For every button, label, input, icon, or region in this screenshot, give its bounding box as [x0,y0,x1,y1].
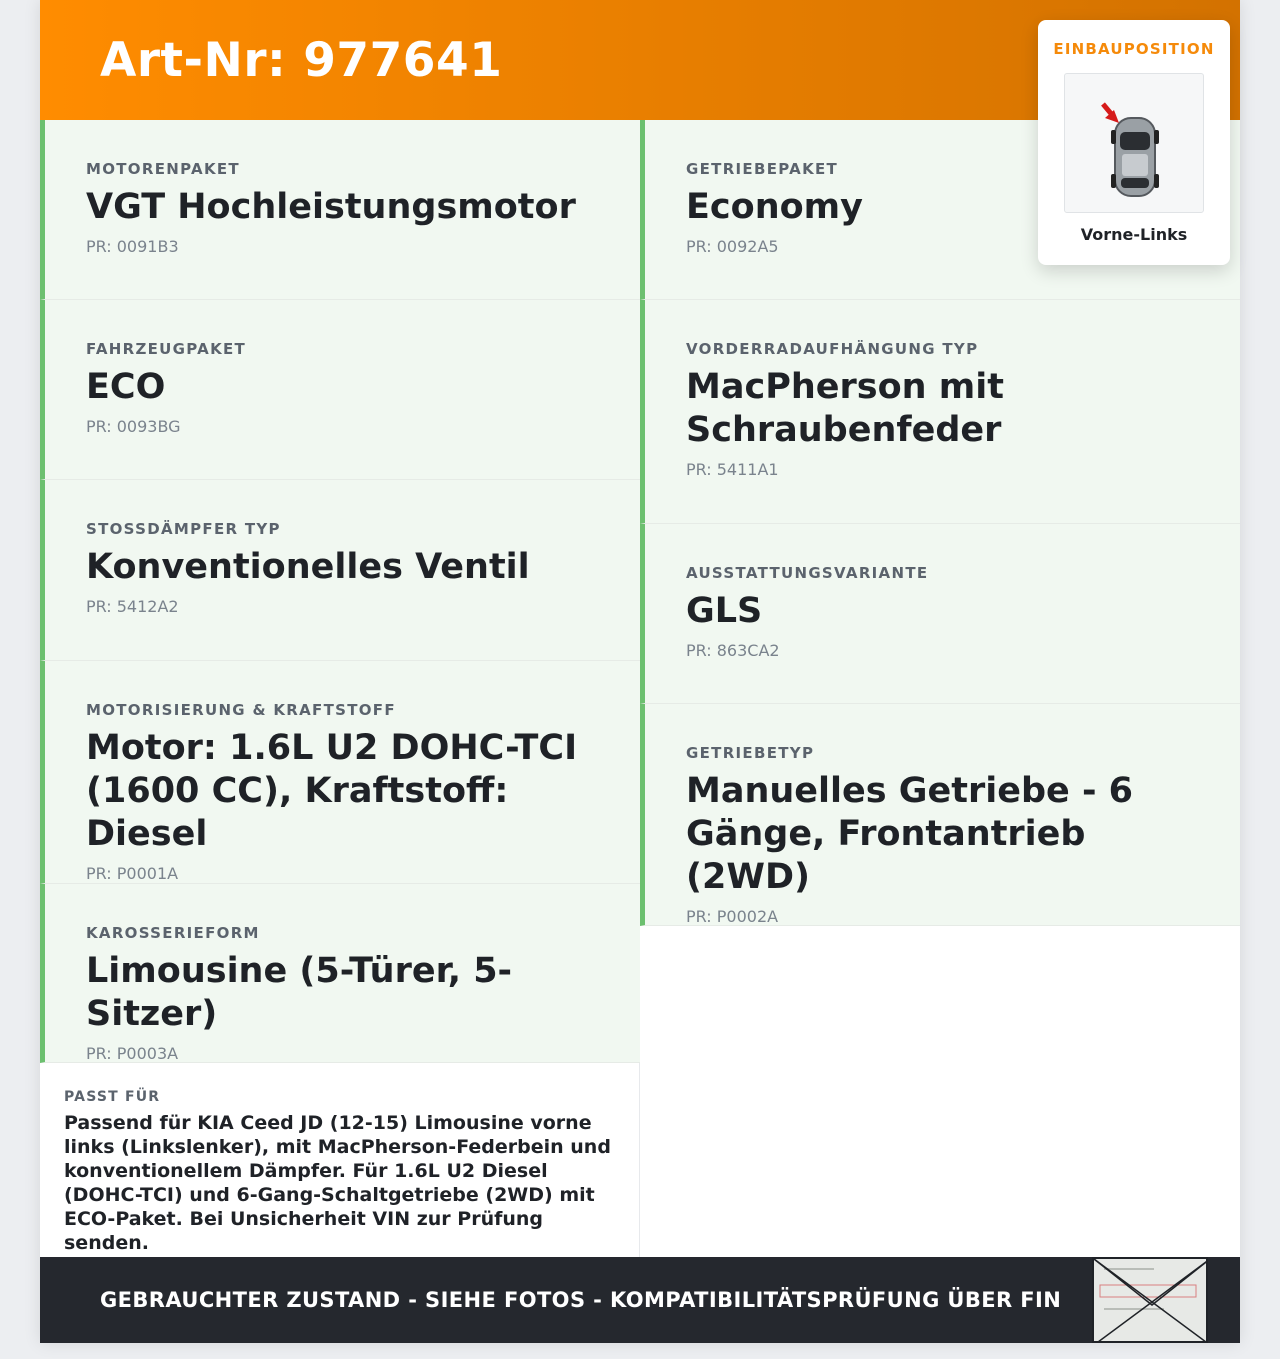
fits-section [40,1063,640,1257]
spec-value: Motor: 1.6L U2 DOHC-TCI (1600 CC), Kraftstoff: Diesel [86,728,578,854]
spec-value: VGT Hochleistungsmotor [86,187,576,227]
spec-label: MOTORISIERUNG & KRAFTSTOFF [86,701,396,719]
spec-pr-code: PR: 0093BG [86,417,181,436]
spec-value: Manuelles Getriebe - 6 Gänge, Frontantrieb (2WD) [686,771,1134,897]
spec-value: MacPherson mit Schraubenfeder [686,367,1004,450]
article-number-title: Art-Nr: 977641 [100,32,503,88]
car-top-view-icon [1065,74,1205,214]
spec-card-motorenpaket [40,120,640,300]
spec-card-karosserieform [40,884,640,1063]
spec-pr-code: PR: 0092A5 [686,237,779,256]
spec-label: STOSSDÄMPFER TYP [86,520,281,538]
spec-label: AUSSTATTUNGSVARIANTE [686,564,929,582]
spec-value: Konventionelles Ventil [86,547,530,587]
spec-label: GETRIEBEPAKET [686,160,839,178]
spec-value: GLS [686,591,763,631]
registration-document-thumbnail [1092,1257,1208,1343]
spec-pr-code: PR: P0003A [86,1044,179,1063]
spec-pr-code: PR: P0001A [86,864,179,883]
fits-label: PASST FÜR [64,1089,161,1105]
spec-label: MOTORENPAKET [86,160,240,178]
spec-card-ausstattungsvariante [640,524,1240,704]
footer-banner [40,1257,1240,1343]
spec-pr-code: PR: 5412A2 [86,597,179,616]
spec-column-left [40,120,640,1063]
spec-card-fahrzeugpaket [40,300,640,480]
spec-card-vorderradaufhaengung [640,300,1240,524]
spec-card-stossdaempfer [40,480,640,661]
spec-label: VORDERRADAUFHÄNGUNG TYP [686,340,979,358]
spec-value: Economy [686,187,863,227]
document-envelope-icon [1094,1259,1208,1343]
fits-description: Passend für KIA Ceed JD (12-15) Limousine vorne links (Linkslenker), mit MacPherson-Federbein und konventionellem Dämpfer. Für 1.6L U2 Diesel (DOHC-TCI) und 6-Gang-Schaltgetriebe (2WD) mit ECO-Paket. Bei Unsicherheit VIN zur Prüfung senden. [64,1112,611,1254]
spec-card-motorisierung [40,661,640,884]
footer-condition-text: GEBRAUCHTER ZUSTAND - SIEHE FOTOS - KOMPATIBILITÄTSPRÜFUNG ÜBER FIN [100,1288,1062,1312]
red-arrow-icon [1103,104,1119,123]
spec-value: ECO [86,367,166,407]
spec-grid [40,120,1240,1257]
spec-pr-code: PR: 863CA2 [686,641,780,660]
install-position-caption: Vorne-Links [1080,225,1188,244]
spec-value: Limousine (5-Türer, 5-Sitzer) [86,951,513,1034]
spec-label: GETRIEBETYP [686,744,815,762]
install-position-title: EINBAUPOSITION [1053,40,1215,58]
car-position-image [1064,73,1204,213]
spec-pr-code: PR: 0091B3 [86,237,179,256]
install-position-popover [1038,20,1230,265]
spec-card-getriebetyp [640,704,1240,926]
spec-label: FAHRZEUGPAKET [86,340,247,358]
spec-pr-code: PR: 5411A1 [686,460,779,479]
spec-label: KAROSSERIEFORM [86,924,260,942]
spec-pr-code: PR: P0002A [686,907,779,926]
